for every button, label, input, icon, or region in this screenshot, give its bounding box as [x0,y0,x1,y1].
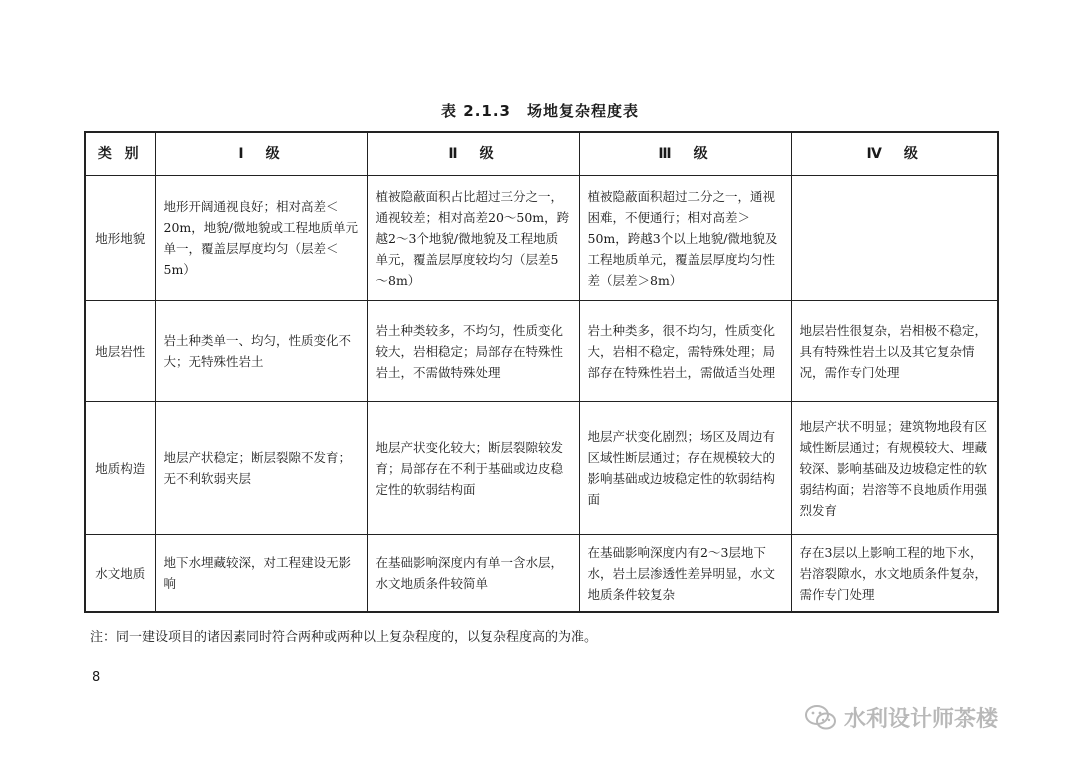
row-category: 地形地貌 [85,176,155,301]
table-cell: 植被隐蔽面积占比超过三分之一，通视较差；相对高差20～50m，跨越2～3个地貌/微地貌及工程地质单元，覆盖层厚度较均匀（层差5～8m） [367,176,579,301]
table-row [85,535,998,613]
page-number: 8 [92,670,101,685]
table-cell: 岩土种类多，很不均匀，性质变化大，岩相不稳定，需特殊处理；局部存在特殊性岩土，需做适当处理 [579,301,791,402]
watermark [804,702,998,733]
row-category: 地质构造 [85,402,155,535]
wechat-icon [804,704,838,732]
table-header-row [85,132,998,176]
table-cell: 地层岩性很复杂，岩相极不稳定，具有特殊性岩土以及其它复杂情况，需作专门处理 [791,301,998,402]
table-cell [791,176,998,301]
row-category: 水文地质 [85,535,155,613]
table-cell: 地层产状稳定；断层裂隙不发育；无不利软弱夹层 [155,402,367,535]
header-level-1: Ⅰ 级 [155,132,367,176]
header-level-3: Ⅲ 级 [579,132,791,176]
table-cell: 地下水埋藏较深，对工程建设无影响 [155,535,367,613]
table-cell: 存在3层以上影响工程的地下水，岩溶裂隙水，水文地质条件复杂，需作专门处理 [791,535,998,613]
table-cell: 植被隐蔽面积超过二分之一，通视困难，不便通行；相对高差＞50m，跨越3个以上地貌/微地貌及工程地质单元，覆盖层厚度均匀性差（层差＞8m） [579,176,791,301]
table-row [85,402,998,535]
table-cell: 地形开阔通视良好；相对高差＜20m，地貌/微地貌或工程地质单元单一，覆盖层厚度均匀（层差＜5m） [155,176,367,301]
table-cell: 岩土种类较多，不均匀，性质变化较大，岩相稳定；局部存在特殊性岩土，不需做特殊处理 [367,301,579,402]
table-cell: 地层产状不明显；建筑物地段有区域性断层通过；有规模较大、埋藏较深、影响基础及边坡稳定性的软弱结构面；岩溶等不良地质作用强烈发育 [791,402,998,535]
header-category: 类 别 [85,132,155,176]
table-row [85,176,998,301]
watermark-text: 水利设计师茶楼 [844,707,999,732]
table-cell: 岩土种类单一、均匀，性质变化不大；无特殊性岩土 [155,301,367,402]
table-title: 表 2.1.3 场地复杂程度表 [441,102,639,120]
table-cell: 地层产状变化较大；断层裂隙较发育；局部存在不利于基础或边皮稳定性的软弱结构面 [367,402,579,535]
table-row [85,301,998,402]
table-cell: 在基础影响深度内有单一含水层，水文地质条件较简单 [367,535,579,613]
site-complexity-table [84,131,999,613]
table-note: 注：同一建设项目的诸因素同时符合两种或两种以上复杂程度的，以复杂程度高的为准。 [90,630,598,645]
header-level-2: Ⅱ 级 [367,132,579,176]
row-category: 地层岩性 [85,301,155,402]
header-level-4: Ⅳ 级 [791,132,998,176]
table-cell: 在基础影响深度内有2～3层地下水，岩土层渗透性差异明显，水文地质条件较复杂 [579,535,791,613]
table-cell: 地层产状变化剧烈；场区及周边有区域性断层通过；存在规模较大的影响基础或边坡稳定性的软弱结构面 [579,402,791,535]
